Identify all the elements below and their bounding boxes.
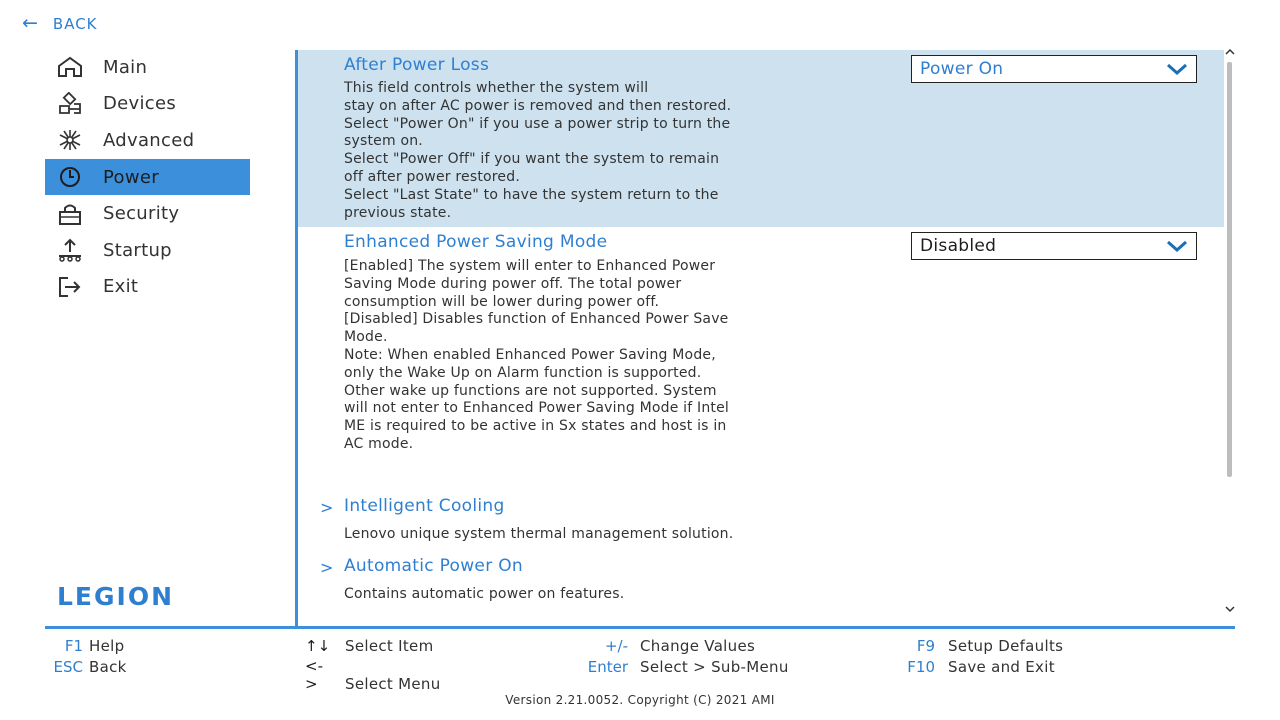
sidebar-nav xyxy=(45,49,250,305)
settings-panel xyxy=(298,50,1224,620)
after-power-loss-dropdown[interactable] xyxy=(911,55,1197,83)
hint-text: Select Item xyxy=(345,637,434,655)
hint-text: Save and Exit xyxy=(948,658,1055,676)
sidebar-item-label: Security xyxy=(103,203,180,225)
back-button[interactable] xyxy=(22,14,98,33)
setting-title: Enhanced Power Saving Mode xyxy=(344,232,608,252)
lock-icon xyxy=(55,202,85,226)
submenu-title: Intelligent Cooling xyxy=(344,496,505,516)
dropdown-value: Power On xyxy=(920,59,1004,79)
hint-key: F9 xyxy=(916,637,935,655)
sidebar-item-security[interactable] xyxy=(45,195,250,232)
exit-icon xyxy=(55,275,85,299)
hint-text: Setup Defaults xyxy=(948,637,1064,655)
chevron-down-icon xyxy=(1166,60,1188,79)
scroll-up-icon[interactable] xyxy=(1225,48,1235,59)
scroll-down-icon[interactable] xyxy=(1225,605,1235,616)
hint-text: Help xyxy=(89,637,125,655)
sidebar-item-exit[interactable] xyxy=(45,269,250,306)
footer-divider xyxy=(45,626,1235,629)
submenu-title: Automatic Power On xyxy=(344,556,523,576)
hint-change-values xyxy=(570,636,755,655)
setting-description: [Enabled] The system will enter to Enhanced Power Saving Mode during power off. The total power consumption will be lower during power off. [Disabled] Disables function of Enhanced Power Save Mode. Note: When enabled Enhanced Power Saving Mode, only the Wake Up on Alarm function is supported. Other wake up functions are not supported. System will not enter to Enhanced Power Saving Mode if Intel ME is required to be active in Sx states and host is in AC mode. xyxy=(344,258,730,452)
hint-key: +/- xyxy=(604,637,628,655)
dropdown-value: Disabled xyxy=(920,236,997,256)
hint-key: F10 xyxy=(907,658,935,676)
sidebar-item-label: Main xyxy=(103,56,148,78)
submenu-description: Contains automatic power on features. xyxy=(344,586,625,602)
legion-logo: LEGION xyxy=(57,582,175,611)
setting-title: After Power Loss xyxy=(344,55,490,75)
hint-save-exit xyxy=(895,657,1055,676)
version-text: Version 2.21.0052. Copyright (C) 2021 AMI xyxy=(505,693,775,707)
scrollbar-thumb[interactable] xyxy=(1227,62,1232,477)
hint-select-item xyxy=(305,636,434,655)
hint-text: Select Menu xyxy=(345,675,441,693)
startup-icon xyxy=(55,238,85,262)
enhanced-power-saving-dropdown[interactable] xyxy=(911,232,1197,260)
hint-text: Select > Sub-Menu xyxy=(640,658,789,676)
hint-key: ESC xyxy=(53,658,83,676)
sidebar-item-startup[interactable] xyxy=(45,232,250,269)
sidebar-item-devices[interactable] xyxy=(45,86,250,123)
hint-back xyxy=(45,657,127,676)
hint-select-menu xyxy=(305,657,441,693)
sidebar-item-power[interactable] xyxy=(45,159,250,196)
submenu-description: Lenovo unique system thermal management solution. xyxy=(344,526,734,542)
hint-help xyxy=(45,636,124,655)
sidebar-item-label: Advanced xyxy=(103,129,195,151)
hint-key: ↑↓ xyxy=(305,637,331,655)
sidebar-item-label: Exit xyxy=(103,276,139,298)
devices-icon xyxy=(55,92,85,116)
setting-description: This field controls whether the system will stay on after AC power is removed and then restored. Select "Power On" if you use a power strip to turn the system on. Select "Power Off" if you want the system to remain off after power restored. Select "Last State" to have the system return to the previous state. xyxy=(344,80,732,221)
sidebar-item-label: Startup xyxy=(103,239,172,261)
back-label: BACK xyxy=(52,14,98,33)
hint-key: F1 xyxy=(64,637,83,655)
advanced-icon xyxy=(55,128,85,152)
sidebar-item-advanced[interactable] xyxy=(45,122,250,159)
sidebar-item-label: Power xyxy=(103,166,159,188)
chevron-down-icon xyxy=(1166,237,1188,256)
chevron-right-icon: > xyxy=(320,558,334,577)
hint-text: Change Values xyxy=(640,637,756,655)
hint-text: Back xyxy=(89,658,127,676)
hint-key: Enter xyxy=(587,658,628,676)
hint-enter xyxy=(570,657,789,676)
hint-setup-defaults xyxy=(895,636,1063,655)
sidebar-item-main[interactable] xyxy=(45,49,250,86)
scrollbar[interactable] xyxy=(1226,52,1234,617)
hint-key: <-> xyxy=(305,657,323,693)
power-icon xyxy=(55,165,85,189)
chevron-right-icon: > xyxy=(320,498,334,517)
home-icon xyxy=(55,55,85,79)
sidebar-item-label: Devices xyxy=(103,93,177,115)
arrow-left-icon: ← xyxy=(22,12,39,34)
